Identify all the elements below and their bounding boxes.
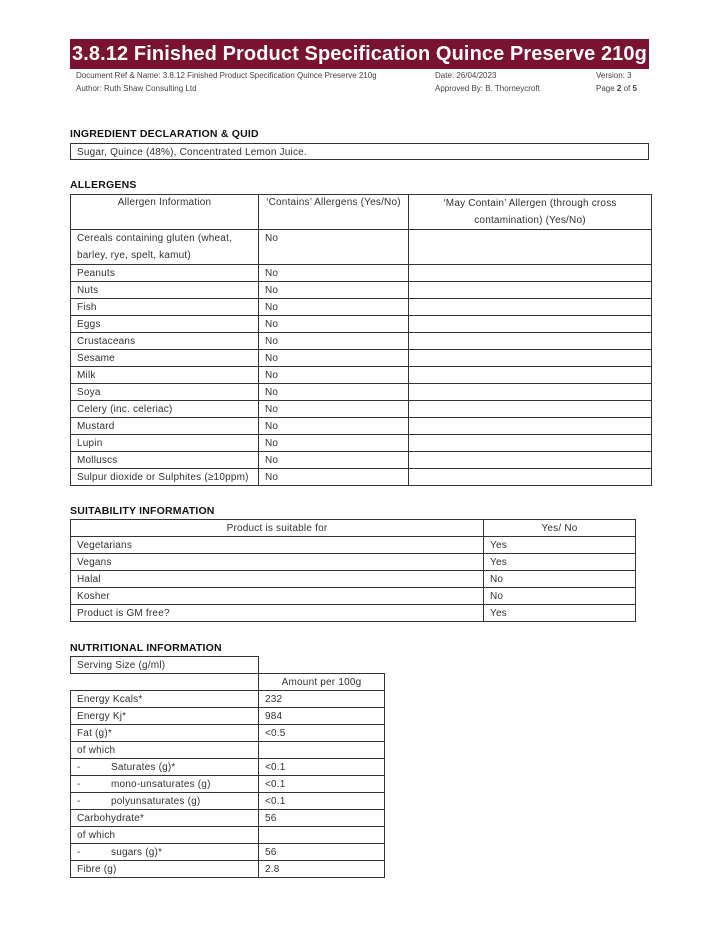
version (596, 71, 632, 80)
table-row (71, 776, 385, 793)
version-label: Version: (596, 71, 625, 80)
table-row (71, 793, 385, 810)
nutrient-value: 2.8 (259, 861, 385, 878)
nutrient-name: Carbohydrate* (71, 810, 259, 827)
nutrient-value: <0.1 (259, 759, 385, 776)
nutrient-value (259, 827, 385, 844)
allergen-name: Nuts (71, 282, 259, 299)
table-row (71, 827, 385, 844)
allergens-col1-header: Allergen Information (71, 195, 259, 230)
nutrition-table (70, 656, 385, 878)
ingredients-text: Sugar, Quince (48%), Concentrated Lemon Juice. (70, 143, 649, 160)
table-row (71, 759, 385, 776)
page-word: Page (596, 84, 615, 93)
date-value: 26/04/2023 (456, 71, 497, 80)
allergen-contains: No (259, 265, 409, 282)
allergen-may-contain (409, 316, 652, 333)
suitability-name: Kosher (71, 588, 484, 605)
nutrient-name (71, 776, 259, 793)
nutrient-value: 56 (259, 810, 385, 827)
allergen-name: Milk (71, 367, 259, 384)
table-row (71, 333, 652, 350)
table-row (71, 844, 385, 861)
nutrient-value (259, 742, 385, 759)
nutrient-sub-name: mono-unsaturates (g) (111, 778, 211, 790)
suitability-name: Halal (71, 571, 484, 588)
ingredients-heading: INGREDIENT DECLARATION & QUID (70, 128, 259, 140)
suitability-col2-header: Yes/ No (484, 520, 636, 537)
allergen-may-contain (409, 469, 652, 486)
allergen-name: Mustard (71, 418, 259, 435)
allergens-heading: ALLERGENS (70, 179, 137, 191)
allergen-may-contain (409, 350, 652, 367)
suitability-table (70, 519, 636, 622)
allergens-header-row (71, 195, 652, 230)
date (435, 71, 496, 80)
nutrient-sub-name: sugars (g)* (111, 846, 163, 858)
allergen-may-contain (409, 435, 652, 452)
approved-value: B. Thorneycroft (485, 84, 540, 93)
allergen-contains: No (259, 350, 409, 367)
nutrient-sub-name: Saturates (g)* (111, 761, 176, 773)
allergen-contains: No (259, 230, 409, 265)
suitability-value: No (484, 588, 636, 605)
suitability-value: No (484, 571, 636, 588)
table-row (71, 742, 385, 759)
allergen-name: Soya (71, 384, 259, 401)
allergen-name: Lupin (71, 435, 259, 452)
table-row (71, 282, 652, 299)
table-row (71, 435, 652, 452)
allergen-contains: No (259, 333, 409, 350)
table-row (71, 401, 652, 418)
table-row (71, 265, 652, 282)
allergen-contains: No (259, 452, 409, 469)
doc-ref (76, 71, 377, 80)
allergen-name: Molluscs (71, 452, 259, 469)
nutrient-name: of which (71, 827, 259, 844)
allergen-contains: No (259, 469, 409, 486)
suitability-heading: SUITABILITY INFORMATION (70, 505, 215, 517)
author (76, 84, 197, 93)
suitability-name: Product is GM free? (71, 605, 484, 622)
table-row (71, 588, 636, 605)
sub-item-dash: - (77, 761, 81, 773)
allergen-may-contain (409, 452, 652, 469)
author-value: Ruth Shaw Consulting Ltd (104, 84, 197, 93)
amount-header: Amount per 100g (259, 674, 385, 691)
nutrient-name: Fibre (g) (71, 861, 259, 878)
nutrient-value: 56 (259, 844, 385, 861)
approved-by (435, 84, 540, 93)
allergen-contains: No (259, 367, 409, 384)
suitability-value: Yes (484, 554, 636, 571)
table-row (71, 418, 652, 435)
sub-item-dash: - (77, 795, 81, 807)
table-row (71, 384, 652, 401)
date-label: Date: (435, 71, 455, 80)
table-row (71, 554, 636, 571)
nutrient-name (71, 759, 259, 776)
table-row (71, 691, 385, 708)
nutrient-name: Energy Kj* (71, 708, 259, 725)
suitability-header-row (71, 520, 636, 537)
allergen-contains: No (259, 384, 409, 401)
allergen-name: Peanuts (71, 265, 259, 282)
allergens-col2-header: ‘Contains’ Allergens (Yes/No) (259, 195, 409, 230)
doc-ref-label: Document Ref & Name: (76, 71, 161, 80)
table-row (71, 571, 636, 588)
page-current: 2 (616, 84, 622, 93)
table-row (71, 469, 652, 486)
nutrient-value: <0.1 (259, 793, 385, 810)
nutrient-name (71, 793, 259, 810)
suitability-value: Yes (484, 537, 636, 554)
allergen-contains: No (259, 418, 409, 435)
allergen-may-contain (409, 282, 652, 299)
allergen-contains: No (259, 282, 409, 299)
suitability-name: Vegans (71, 554, 484, 571)
allergen-contains: No (259, 401, 409, 418)
nutrient-sub-name: polyunsaturates (g) (111, 795, 201, 807)
nutrient-name: Fat (g)* (71, 725, 259, 742)
table-row (71, 316, 652, 333)
amount-header-row (71, 674, 385, 691)
allergen-contains: No (259, 435, 409, 452)
allergen-name: Eggs (71, 316, 259, 333)
nutrient-name: Energy Kcals* (71, 691, 259, 708)
allergen-name: Crustaceans (71, 333, 259, 350)
approved-label: Approved By: (435, 84, 484, 93)
table-row (71, 605, 636, 622)
allergen-name: Celery (inc. celeriac) (71, 401, 259, 418)
nutrient-value: <0.5 (259, 725, 385, 742)
version-value: 3 (627, 71, 632, 80)
allergen-may-contain (409, 418, 652, 435)
allergen-may-contain (409, 299, 652, 316)
document-title: 3.8.12 Finished Product Specification Quince Preserve 210g (70, 39, 649, 69)
table-row (71, 725, 385, 742)
table-row (71, 708, 385, 725)
table-row (71, 452, 652, 469)
table-row (71, 367, 652, 384)
doc-ref-value: 3.8.12 Finished Product Specification Quince Preserve 210g (162, 71, 377, 80)
nutrient-name: of which (71, 742, 259, 759)
nutrient-value: 984 (259, 708, 385, 725)
serving-size-row (71, 657, 385, 674)
nutrient-name (71, 844, 259, 861)
allergens-col3-header: ‘May Contain’ Allergen (through cross contamination) (Yes/No) (409, 195, 652, 230)
nutrient-value: 232 (259, 691, 385, 708)
serving-size-label: Serving Size (g/ml) (71, 657, 259, 674)
table-row (71, 537, 636, 554)
sub-item-dash: - (77, 778, 81, 790)
allergen-name: Cereals containing gluten (wheat, barley, rye, spelt, kamut) (71, 230, 259, 265)
author-label: Author: (76, 84, 102, 93)
allergen-contains: No (259, 299, 409, 316)
suitability-col1-header: Product is suitable for (71, 520, 484, 537)
allergen-contains: No (259, 316, 409, 333)
allergen-may-contain (409, 265, 652, 282)
suitability-value: Yes (484, 605, 636, 622)
table-row (71, 299, 652, 316)
allergen-name: Fish (71, 299, 259, 316)
allergen-may-contain (409, 230, 652, 265)
allergen-may-contain (409, 401, 652, 418)
nutrient-value: <0.1 (259, 776, 385, 793)
allergen-name: Sesame (71, 350, 259, 367)
suitability-name: Vegetarians (71, 537, 484, 554)
allergen-may-contain (409, 333, 652, 350)
allergen-may-contain (409, 384, 652, 401)
sub-item-dash: - (77, 846, 81, 858)
allergen-name: Sulpur dioxide or Sulphites (≥10ppm) (71, 469, 259, 486)
table-row (71, 350, 652, 367)
allergens-table (70, 194, 652, 486)
nutrition-heading: NUTRITIONAL INFORMATION (70, 642, 222, 654)
table-row (71, 230, 652, 265)
table-row (71, 810, 385, 827)
page-of: of (623, 84, 631, 93)
page-total: 5 (632, 84, 637, 93)
table-row (71, 861, 385, 878)
allergen-may-contain (409, 367, 652, 384)
page-number (596, 84, 637, 93)
